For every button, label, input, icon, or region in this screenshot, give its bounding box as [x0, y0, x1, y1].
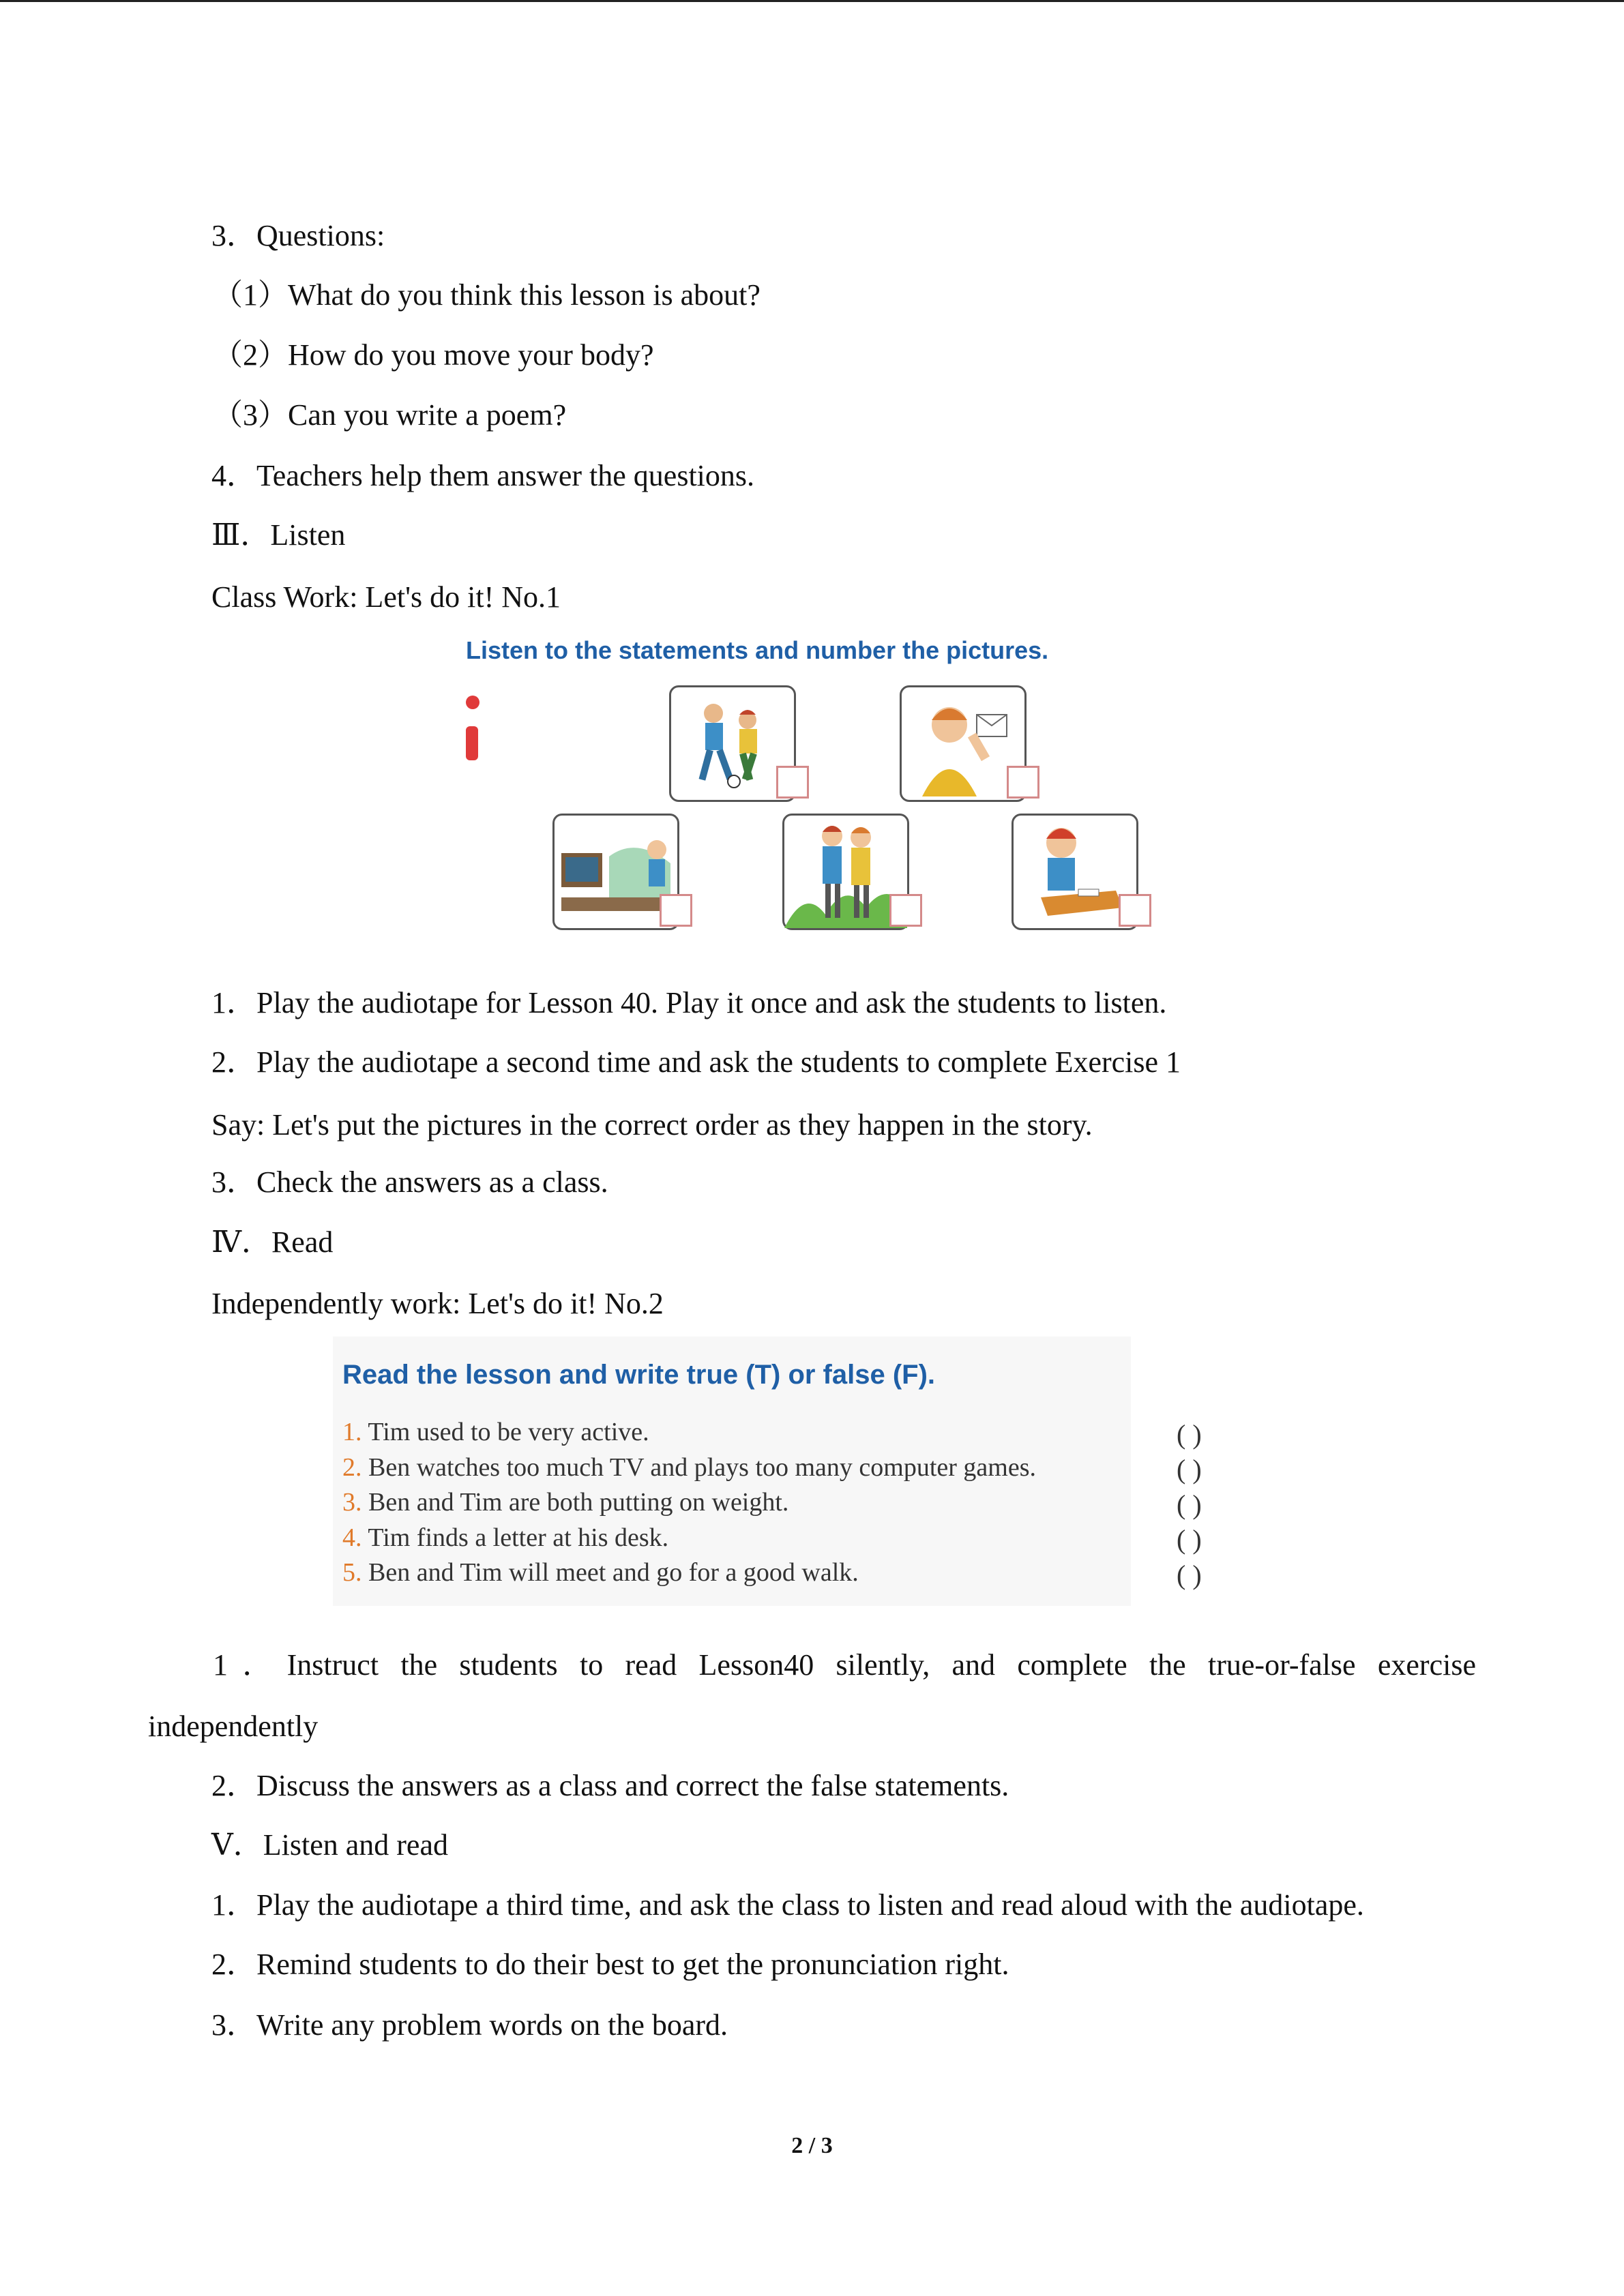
page-top-border [0, 0, 1624, 2]
tf-statement: 2. Ben watches too much TV and plays too many computer games. [342, 1453, 1037, 1482]
listen-read-step-1: 1．Play the audiotape a third time, and ask the class to listen and read aloud with the audiotape. [211, 1888, 1364, 1922]
read-step-1-continued: independently [148, 1710, 319, 1743]
question-3: （3）Can you write a poem? [213, 398, 567, 432]
answer-blank[interactable]: ( ) [1177, 1419, 1202, 1450]
read-figure-title: Read the lesson and write true (T) or false (F). [342, 1360, 936, 1390]
number-box[interactable] [889, 894, 922, 927]
listen-exercise-figure [466, 631, 1155, 948]
question-2: （2）How do you move your body? [213, 338, 654, 372]
number-box[interactable] [1119, 894, 1151, 927]
letter-illustration [902, 687, 1024, 800]
read-step-2: 2．Discuss the answers as a class and correct the false statements. [211, 1769, 1009, 1802]
close-icon [466, 696, 479, 709]
number-box[interactable] [776, 766, 809, 799]
number-box[interactable] [660, 894, 692, 927]
listen-read-step-3: 3．Write any problem words on the board. [211, 2008, 728, 2042]
answer-blank[interactable]: ( ) [1177, 1489, 1202, 1520]
questions-heading: 3．Questions: [211, 219, 385, 252]
tf-statement: 1. Tim used to be very active. [342, 1418, 649, 1446]
question-1: （1）What do you think this lesson is about? [213, 278, 761, 312]
answer-blank[interactable]: ( ) [1177, 1454, 1202, 1485]
side-tab [466, 726, 478, 760]
walking-illustration [784, 816, 907, 928]
number-box[interactable] [1007, 766, 1039, 799]
soccer-illustration [671, 687, 794, 800]
read-heading: Ⅳ．Read [211, 1225, 334, 1259]
page-number: 2 / 3 [791, 2133, 833, 2158]
desk-illustration [1014, 816, 1136, 928]
read-task: Independently work: Let's do it! No.2 [211, 1287, 664, 1320]
listen-heading: Ⅲ．Listen [211, 518, 346, 552]
answer-blank[interactable]: ( ) [1177, 1524, 1202, 1555]
read-step-1: 1．Instruct the students to read Lesson40 silently, and complete the true-or-false exercise [213, 1648, 1476, 1682]
tf-statement: 3. Ben and Tim are both putting on weight. [342, 1488, 789, 1517]
listen-read-heading: Ⅴ．Listen and read [211, 1828, 448, 1862]
true-false-exercise-figure [333, 1337, 1131, 1606]
tv-illustration [555, 816, 677, 928]
listen-step-1: 1．Play the audiotape for Lesson 40. Play it once and ask the students to listen. [211, 986, 1167, 1019]
tf-statement: 5. Ben and Tim will meet and go for a good walk. [342, 1558, 859, 1587]
listen-step-2: 2．Play the audiotape a second time and ask the students to complete Exercise 1 [211, 1045, 1181, 1079]
listen-read-step-2: 2．Remind students to do their best to get the pronunciation right. [211, 1948, 1009, 1981]
listen-say: Say: Let's put the pictures in the correct order as they happen in the story. [211, 1108, 1093, 1142]
tf-statement: 4. Tim finds a letter at his desk. [342, 1523, 669, 1552]
answer-blank[interactable]: ( ) [1177, 1560, 1202, 1590]
teachers-help-step: 4．Teachers help them answer the questions. [211, 459, 755, 492]
listen-task: Class Work: Let's do it! No.1 [211, 580, 561, 614]
listen-step-3: 3．Check the answers as a class. [211, 1165, 608, 1199]
listen-figure-title: Listen to the statements and number the pictures. [466, 636, 1049, 664]
